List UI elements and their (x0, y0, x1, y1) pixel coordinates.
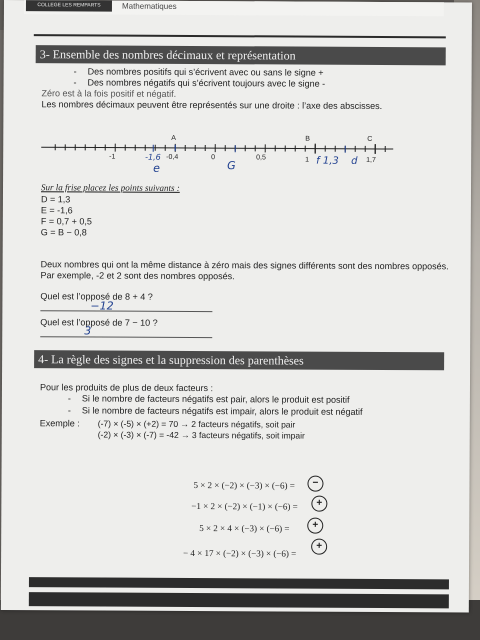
exercise-1: 5 × 2 × (−2) × (−3) × (−6) = (193, 479, 295, 491)
tick-label-05: 0,5 (256, 154, 266, 162)
point-label-c: C (367, 135, 373, 143)
handwritten-g: G (227, 159, 236, 173)
handwritten-minus16: -1,6 (145, 152, 161, 162)
opposes-definition: Deux nombres qui ont la même distance à zéro mais des signes différents sont des nombres opposés. (40, 259, 449, 272)
handwritten-d: d (351, 155, 358, 167)
bullet-dot: - (67, 393, 71, 404)
footer-band (29, 577, 449, 589)
axis-line (41, 147, 393, 149)
section4-title: 4- La règle des signes et la suppression des parenthèses (34, 350, 444, 370)
tick-label-minus04: -0,4 (166, 153, 179, 161)
rule-odd: Si le nombre de facteurs négatifs est impair, alors le produit est négatif (81, 405, 363, 417)
tick-label-1: 1 (305, 156, 310, 164)
point-e: E = -1,6 (40, 205, 73, 216)
footer-band-lower (29, 592, 449, 608)
answer-line-1 (40, 310, 212, 312)
bullet-positive: Des nombres positifs qui s’écrivent avec ou sans le signe + (87, 66, 324, 78)
point-label-a: A (171, 134, 176, 142)
opposes-example: Par exemple, -2 et 2 sont des nombres opposés. (40, 270, 235, 282)
point-d: D = 1,3 (40, 194, 71, 205)
exercise-2: −1 × 2 × (−2) × (−1) × (−6) = (191, 500, 298, 512)
subject-label: Mathematiques (121, 1, 177, 11)
zero-note: Zéro est à la fois positif et négatif. (41, 88, 177, 99)
tick-label-minus1: -1 (109, 153, 116, 161)
worksheet-page (1, 0, 472, 612)
section4-intro: Pour les produits de plus de deux facteurs : (39, 382, 214, 394)
question-2: Quel est l’opposé de 7 − 10 ? (40, 317, 158, 328)
handwritten-e: e (153, 161, 160, 175)
exercise-3: 5 × 2 × 4 × (−3) × (−6) = (199, 523, 290, 534)
point-label-b: B (305, 135, 310, 143)
number-line (3, 0, 472, 205)
exercise-4-answer: + (311, 539, 327, 555)
bullet-negative: Des nombres négatifs qui s’écrivent toujours avec le signe - (87, 77, 326, 89)
exercise-4: − 4 × 17 × (−2) × (−3) × (−6) = (183, 547, 297, 559)
answer-line-2 (40, 336, 212, 338)
tick-label-0: 0 (211, 154, 216, 162)
handwritten-f13: f 1,3 (316, 155, 339, 167)
exercise-2-answer: + (311, 496, 327, 512)
school-logo: COLLEGE LES REMPARTS (26, 0, 112, 11)
point-f: F = 0,7 + 0,5 (40, 216, 92, 227)
example-1: (-7) × (-5) × (+2) = 70 → 2 facteurs négatifs, soit pair (97, 418, 296, 430)
frise-title: Sur la frise placez les points suivants : (40, 182, 180, 193)
exercise-1-answer: − (307, 476, 323, 492)
example-2: (-2) × (-3) × (-7) = -42 → 3 facteurs négatifs, soit impair (97, 429, 305, 441)
handwritten-answer-2: 3 (84, 324, 92, 338)
bullet-dot: - (73, 77, 77, 88)
point-g: G = B − 0,8 (40, 227, 87, 238)
bullet-dot: - (67, 405, 71, 416)
rule-even: Si le nombre de facteurs négatifs est pair, alors le produit est positif (81, 393, 350, 405)
bullet-dot: - (73, 66, 77, 77)
handwritten-answer-1: −12 (90, 299, 114, 313)
tick-label-17: 1,7 (366, 156, 376, 164)
exercise-3-answer: + (307, 518, 323, 534)
section3-title: 3- Ensemble des nombres décimaux et représentation (36, 45, 446, 65)
example-label: Exemple : (39, 418, 80, 429)
line-intro: Les nombres décimaux peuvent être représentés sur une droite : l’axe des abscisses. (41, 99, 383, 111)
question-1: Quel est l’opposé de 8 + 4 ? (40, 291, 153, 302)
